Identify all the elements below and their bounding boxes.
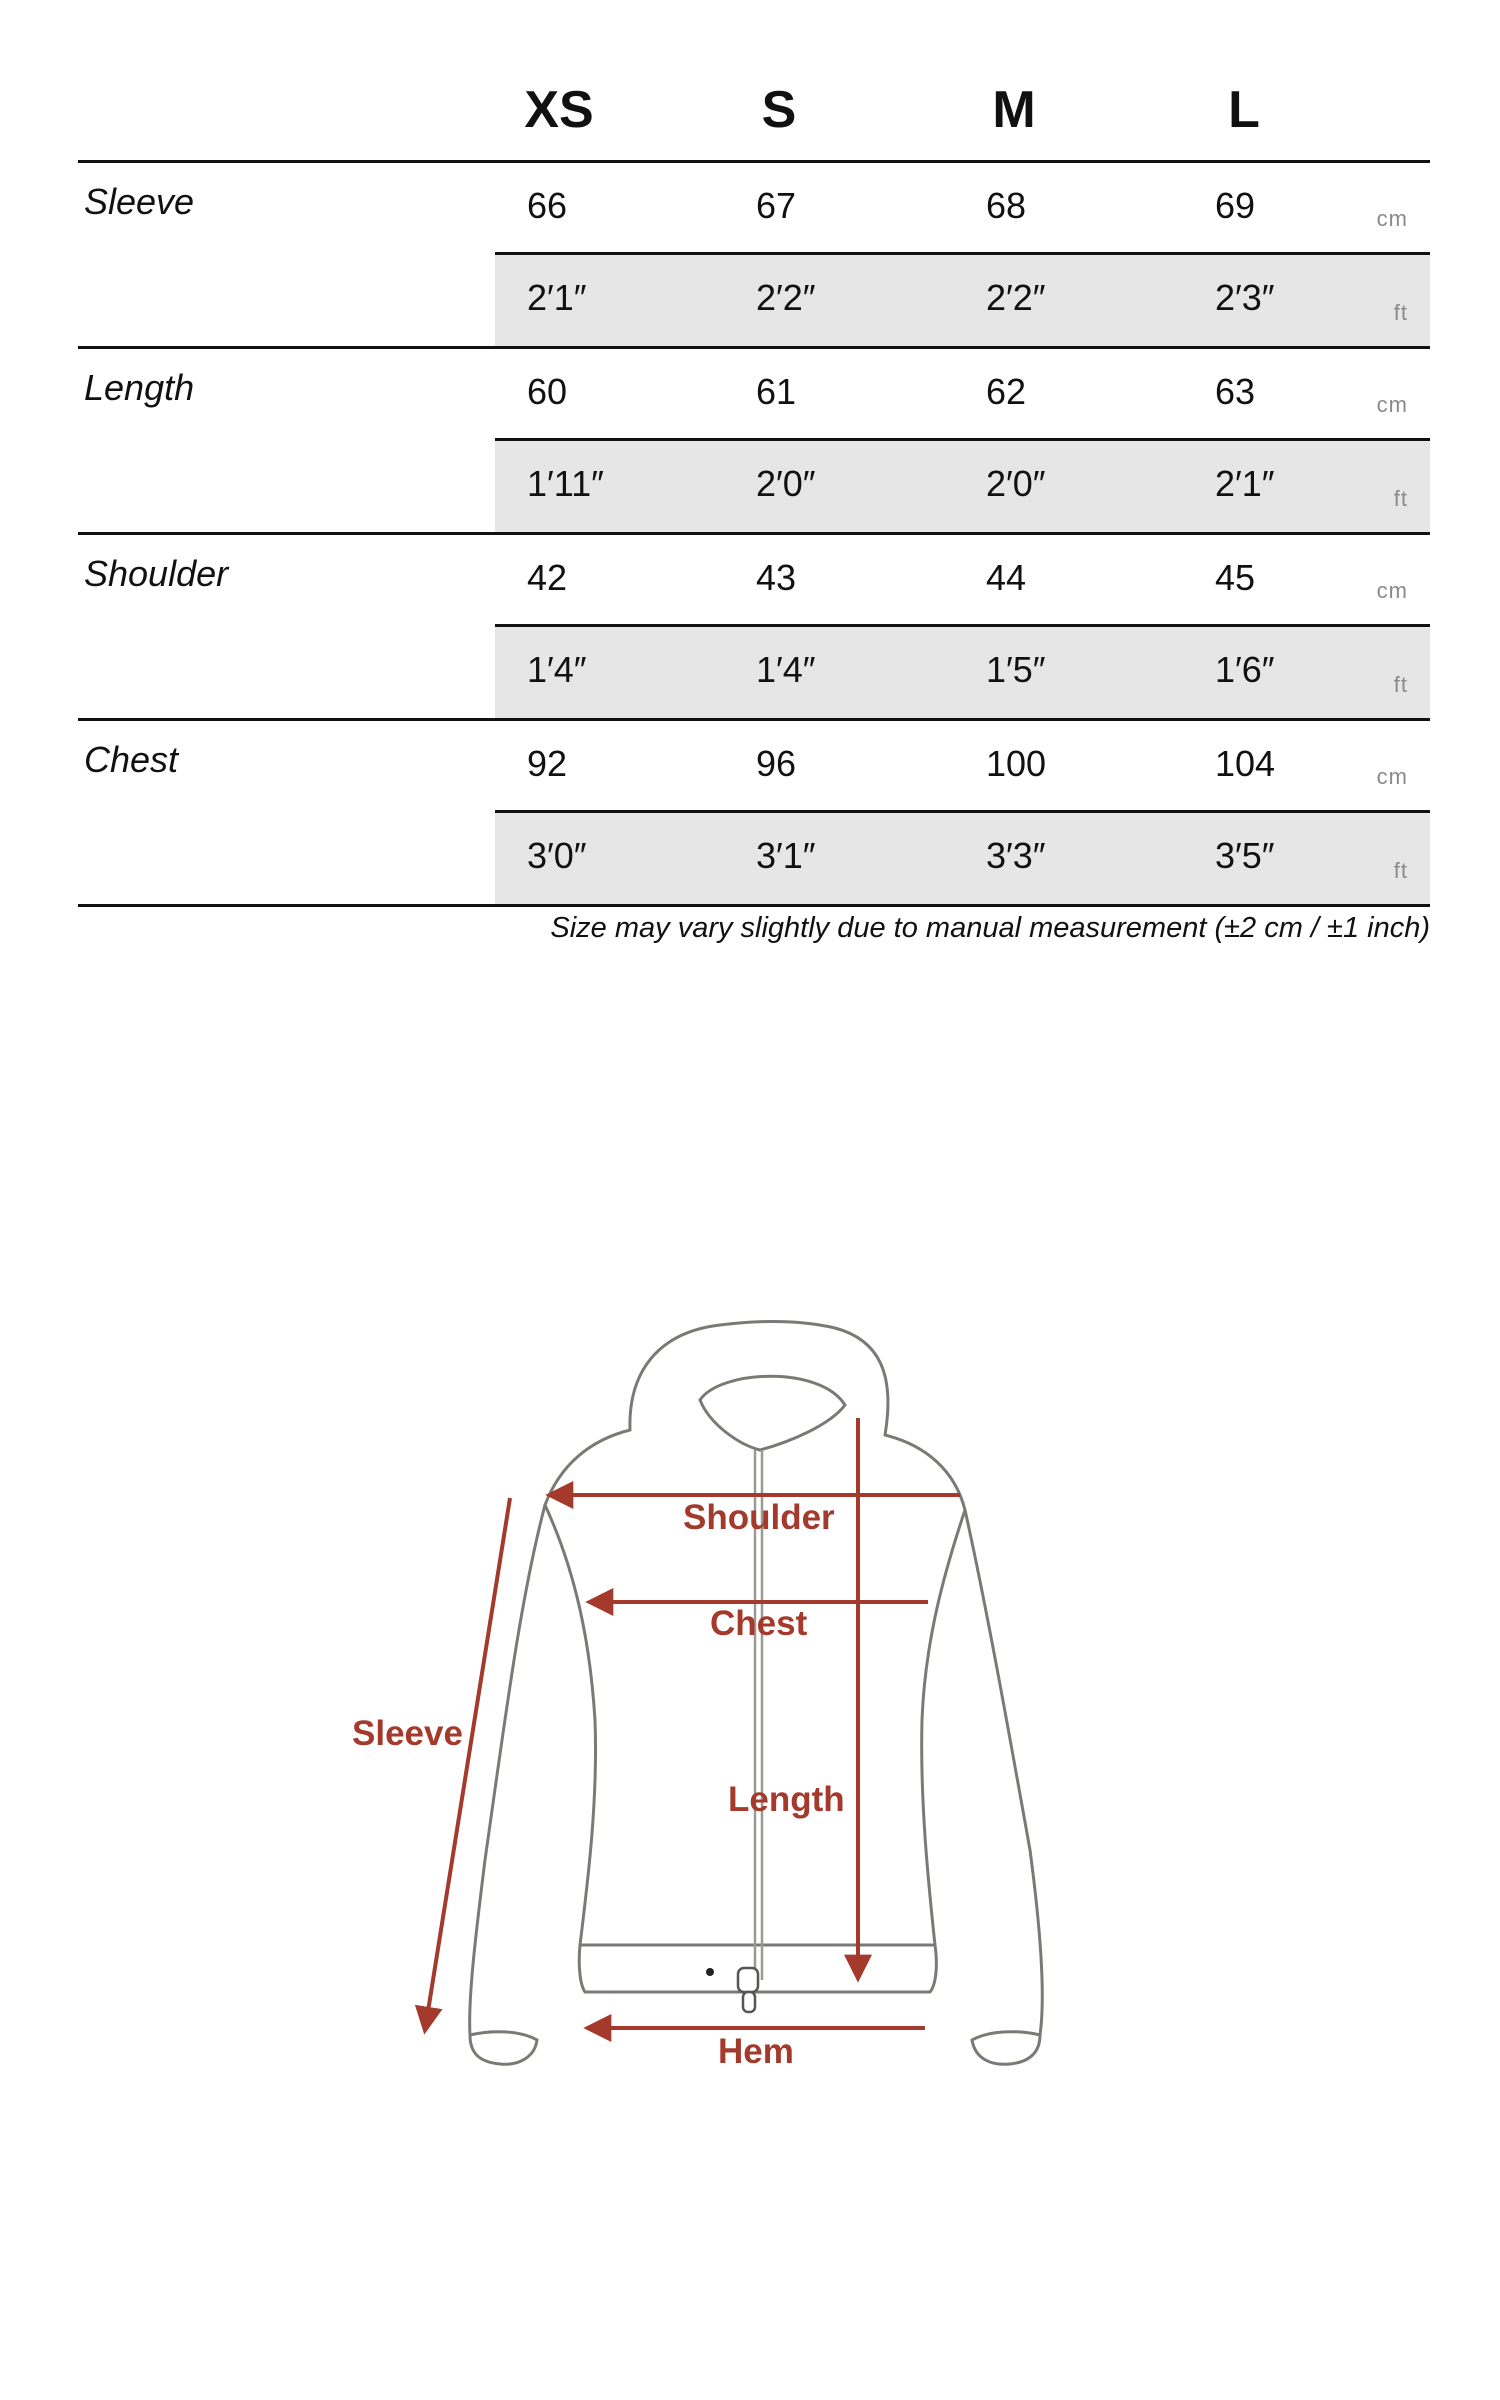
unit-label-cm: cm <box>1376 578 1408 603</box>
cm-row <box>495 721 1430 813</box>
ft-row <box>495 441 1430 532</box>
value-cell: 67 <box>756 185 797 226</box>
size-header-row <box>78 60 1430 163</box>
value-cell: 60 <box>527 371 568 412</box>
unit-label-cm: cm <box>1376 764 1408 789</box>
value-cell: 1′5″ <box>986 649 1046 690</box>
cm-row <box>495 163 1430 255</box>
size-s-header: S <box>761 81 797 139</box>
value-cell: 2′0″ <box>756 463 816 504</box>
value-cell: 104 <box>1215 743 1276 784</box>
value-cell: 2′2″ <box>986 277 1046 318</box>
length-label: Length <box>728 1780 845 1819</box>
value-cell: 1′6″ <box>1215 649 1275 690</box>
value-cell: 1′4″ <box>527 649 587 690</box>
size-chart-table <box>78 60 1430 907</box>
value-cell: 63 <box>1215 371 1256 412</box>
unit-label-cm: cm <box>1376 392 1408 417</box>
sleeve-label: Sleeve <box>352 1714 463 1753</box>
value-cell: 3′0″ <box>527 835 587 876</box>
value-cell: 2′2″ <box>756 277 816 318</box>
unit-label-ft: ft <box>1393 300 1408 325</box>
measurement-footnote: Size may vary slightly due to manual measurement (±2 cm / ±1 inch) <box>550 912 1430 944</box>
value-cell: 2′1″ <box>527 277 587 318</box>
hem-dot <box>706 1968 714 1976</box>
value-cell: 3′3″ <box>986 835 1046 876</box>
value-cell: 1′11″ <box>527 463 604 504</box>
value-cell: 92 <box>527 743 568 784</box>
cm-row <box>495 535 1430 627</box>
value-cell: 1′4″ <box>756 649 816 690</box>
value-cell: 100 <box>986 743 1047 784</box>
zipper-pull-icon <box>738 1968 758 2012</box>
ft-row <box>495 255 1430 346</box>
value-cell: 3′5″ <box>1215 835 1275 876</box>
value-cell: 62 <box>986 371 1027 412</box>
value-cell: 2′0″ <box>986 463 1046 504</box>
ft-row <box>495 627 1430 718</box>
value-cell: 44 <box>986 557 1027 598</box>
measurement-group-chest <box>78 721 1430 907</box>
measurement-label: Shoulder <box>84 553 229 594</box>
value-cell: 2′1″ <box>1215 463 1275 504</box>
value-cell: 2′3″ <box>1215 277 1275 318</box>
value-cell: 3′1″ <box>756 835 816 876</box>
size-l-header: L <box>1228 81 1260 139</box>
size-xs-header: XS <box>524 81 594 139</box>
hoodie-measurement-diagram <box>0 1240 1500 2140</box>
value-cell: 61 <box>756 371 797 412</box>
size-m-header: M <box>992 81 1036 139</box>
measurement-group-shoulder <box>78 535 1430 721</box>
value-cell: 43 <box>756 557 797 598</box>
unit-label-ft: ft <box>1393 858 1408 883</box>
ft-row <box>495 813 1430 904</box>
hem-label: Hem <box>718 2032 794 2071</box>
value-cell: 42 <box>527 557 568 598</box>
chest-label: Chest <box>710 1604 808 1643</box>
shoulder-label: Shoulder <box>683 1498 835 1537</box>
cm-row <box>495 349 1430 441</box>
value-cell: 69 <box>1215 185 1256 226</box>
unit-label-ft: ft <box>1393 672 1408 697</box>
measurement-label: Chest <box>84 739 179 780</box>
value-cell: 66 <box>527 185 568 226</box>
measurement-group-sleeve <box>78 163 1430 349</box>
unit-label-ft: ft <box>1393 486 1408 511</box>
measurement-label: Length <box>84 367 195 408</box>
measurement-label: Sleeve <box>84 181 195 222</box>
hoodie-illustration <box>0 1240 1500 2140</box>
measurement-group-length <box>78 349 1430 535</box>
value-cell: 96 <box>756 743 797 784</box>
unit-label-cm: cm <box>1376 206 1408 231</box>
value-cell: 45 <box>1215 557 1256 598</box>
value-cell: 68 <box>986 185 1027 226</box>
